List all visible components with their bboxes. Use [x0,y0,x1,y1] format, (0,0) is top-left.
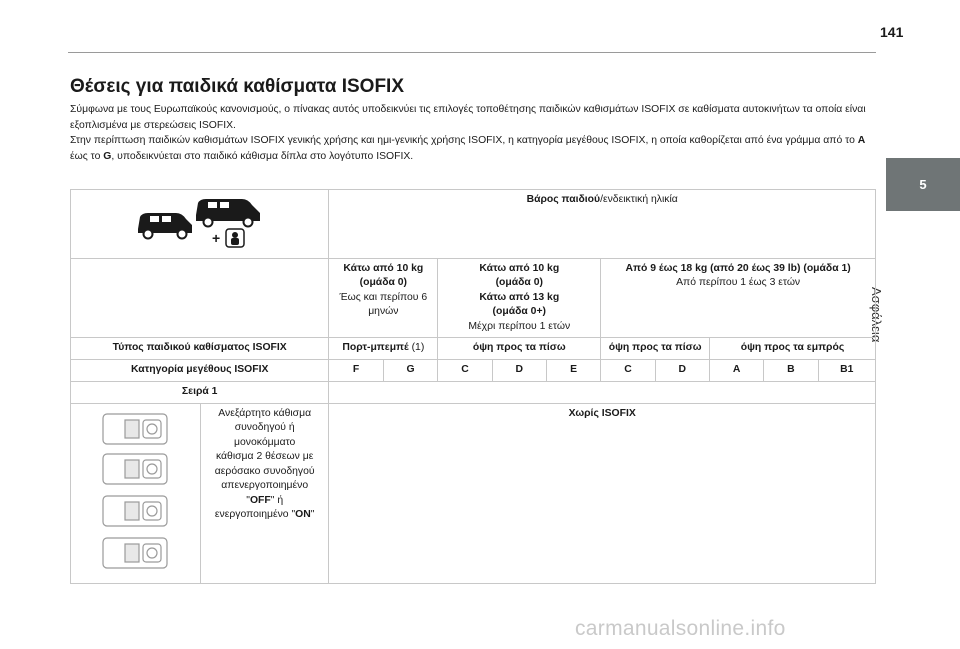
size-class: G [383,360,437,382]
seat-diagrams [71,403,201,584]
intro-text [70,102,880,164]
type-rear-facing-1: όψη προς τα πίσω [438,338,601,360]
seat-description: Ανεξάρτητο κάθισμα συνοδηγού ή μονοκόμματο κάθισμα 2 θέσεων με αερόσακο συνοδηγού απενεργοποιημένο "OFF" ή ενεργοποιημένο "ON" [201,403,329,584]
intro-paragraph-1: Σύμφωνα με τους Ευρωπαϊκούς κανονισμούς, ο πίνακας αυτός υποδεικνύει τις επιλογές τοποθέτησης παιδικών καθισμάτων ISOFIX σε καθίσματα αυτοκινήτων τα οποία είναι εξοπλισμένα με στερεώσεις ISOFIX. [70,104,866,131]
size-class: F [329,360,383,382]
empty-cell [71,258,329,338]
intro-paragraph-2: Στην περίπτωση παιδικών καθισμάτων ISOFIX γενικής χρήσης και ημι-γενικής χρήσης ISOFIX, η κατηγορία μεγέθους ISOFIX, η οποία καθορίζεται από ένα γράμμα από το A έως το G, υποδεικνύεται στο παιδικό κάθισμα δίπλα στο λογότυπο ISOFIX. [70,135,866,162]
size-class: A [709,360,763,382]
group-0: Κάτω από 10 kg (ομάδα 0) Έως και περίπου 6 μηνών [329,258,438,338]
size-class: C [438,360,492,382]
chapter-label: Ασφάλεια [869,287,884,343]
type-rear-facing-2: όψη προς τα πίσω [601,338,710,360]
size-class: C [601,360,655,382]
size-class: B1 [818,360,875,382]
size-class: E [546,360,600,382]
svg-text:+: + [211,230,220,246]
header-rule [68,52,876,53]
weight-header: Βάρος παιδιού/ενδεικτική ηλικία [329,190,876,259]
group-1: Από 9 έως 18 kg (από 20 έως 39 lb) (ομάδα 1) Από περίπου 1 έως 3 ετών [601,258,876,338]
page-number: 141 [880,24,904,40]
type-porte-bebe: Πορτ-μπεμπέ (1) [329,338,438,360]
empty-cell [329,382,876,404]
size-class: B [764,360,818,382]
type-forward-facing: όψη προς τα εμπρός [709,338,875,360]
size-label: Κατηγορία μεγέθους ISOFIX [71,360,329,382]
size-class: D [655,360,709,382]
chapter-label-wrap [869,215,920,343]
chapter-tab[interactable]: 5 [886,158,960,211]
row-label: Σειρά 1 [71,382,329,404]
vehicle-icon [130,193,270,249]
page-title: Θέσεις για παιδικά καθίσματα ISOFIX [70,76,405,97]
seat-position-icon [71,408,200,574]
type-label: Τύπος παιδικού καθίσματος ISOFIX [71,338,329,360]
vehicle-illustration [71,190,329,259]
result-no-isofix: Χωρίς ISOFIX [329,403,876,584]
watermark: carmanualsonline.info [575,617,786,640]
size-class: D [492,360,546,382]
isofix-table [70,189,876,584]
group-0-plus: Κάτω από 10 kg (ομάδα 0) Κάτω από 13 kg (ομάδα 0+) Μέχρι περίπου 1 ετών [438,258,601,338]
